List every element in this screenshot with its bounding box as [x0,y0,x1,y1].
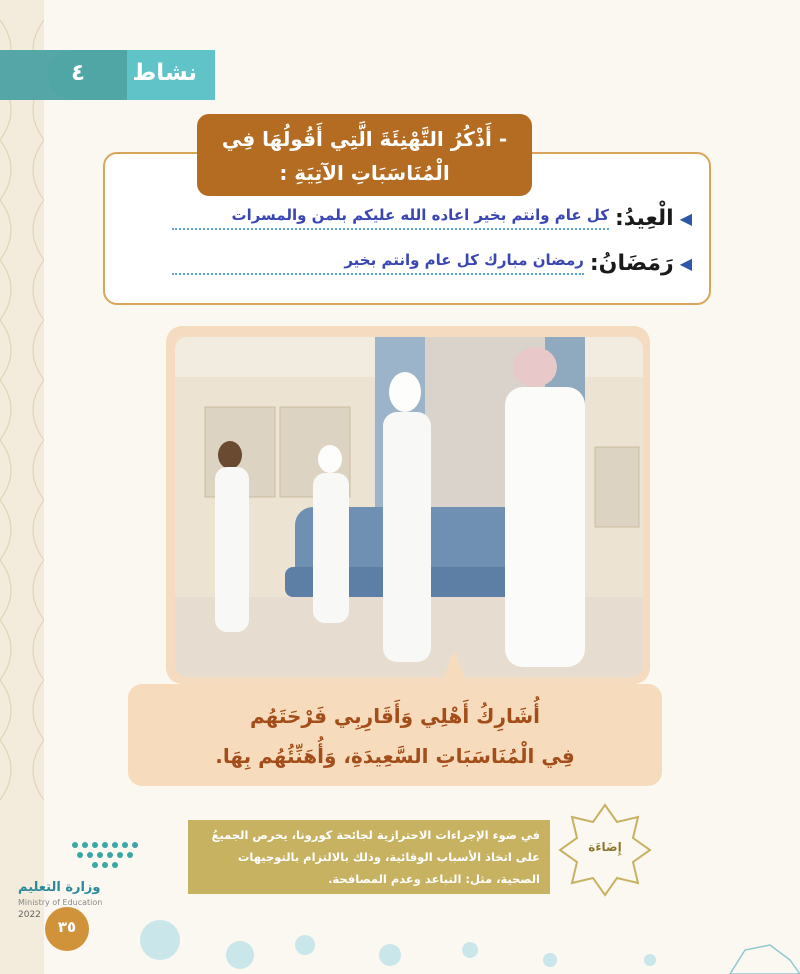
question-line-1: - أَذْكُرُ التَّهْنِئَةَ الَّتِي أَقُولُهَا فِي [221,127,508,151]
bottom-ornaments [90,900,800,974]
left-ornament-border [0,0,44,974]
message-line-1: أُشَارِكُ أَهْلِي وَأَقَارِبِي فَرْحَتَهُم [249,704,541,728]
message-line-2: فِي الْمُنَاسَبَاتِ السَّعِيدَةِ، وَأُهَنِّئُهُم بِهَا. [215,744,575,768]
question-line-2: الْمُنَاسَبَاتِ الآتِيَةِ : [279,161,450,185]
answer-text-field[interactable]: كل عام وانتم بخير اعاده الله عليكم بلمن والمسرات [172,206,609,230]
ministry-year: 2022 [18,910,41,920]
activity-number-box [47,50,127,100]
family-greeting-photo [175,337,643,677]
page-number: ٣٥ [57,918,77,936]
activity-number: ٤ [71,60,86,86]
answer-row-eid [172,198,692,238]
ministry-name-arabic: وزارة التعليم [18,880,101,895]
message-box [128,684,662,786]
answer-row-ramadan [172,243,692,283]
note-badge-label: إِضَاءَة [588,840,622,854]
answer-text-field[interactable]: رمضان مبارك كل عام وانتم بخير [172,251,584,275]
activity-label: نشاط [132,60,197,86]
note-box: في ضوء الإجراءات الاحترازية لجائحة كورونا، يحرص الجميعُ على اتخاذ الأسباب الوقائية، وذلك بالالتزام بالتوجيهات الصحية، مثل: التباعد وعدم المصافحة. [188,820,550,894]
play-arrow-icon: ◀ [679,253,692,273]
question-banner [197,114,532,196]
activity-header [47,50,215,100]
answer-label: الْعِيدُ: [614,205,674,231]
speech-tail [440,650,468,686]
play-arrow-icon: ◀ [679,208,692,228]
ministry-name-english: Ministry of Education [18,898,103,907]
answer-label: رَمَضَانُ: [589,250,674,276]
